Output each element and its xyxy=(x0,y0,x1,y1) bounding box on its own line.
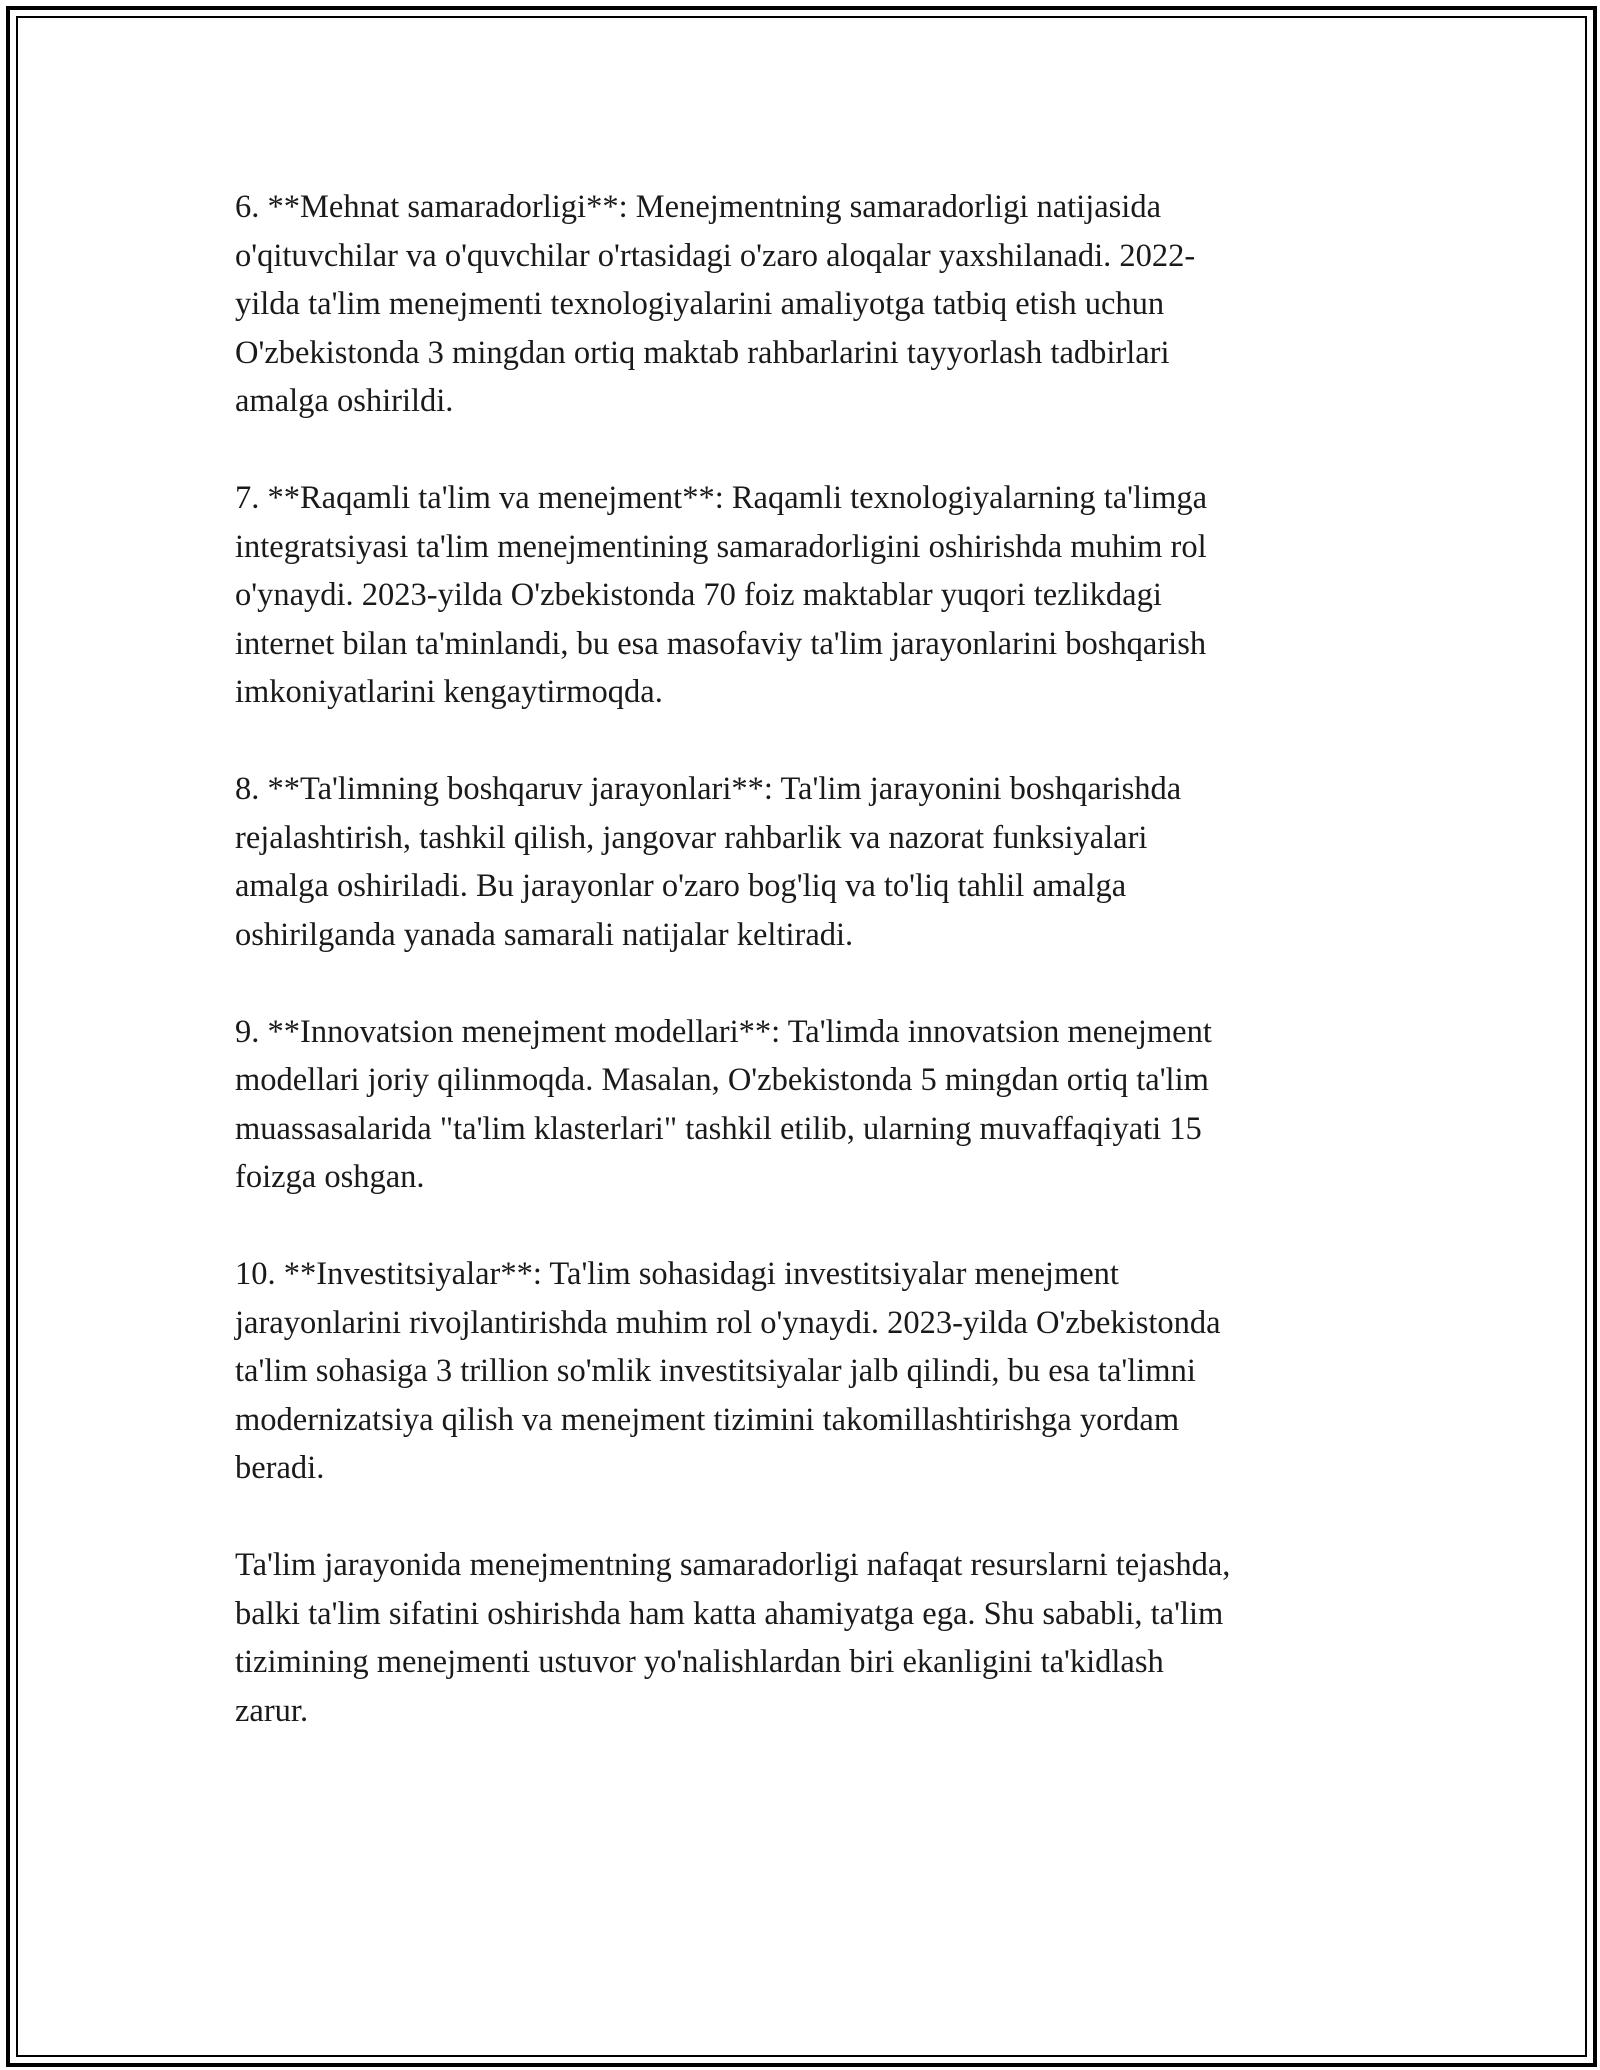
paragraph-innovatsion-modellar: 9. **Innovatsion menejment modellari**: Ta'limda innovatsion menejment modellari joriy qilinmoqda. Masalan, O'zbekistonda 5 mingdan ortiq ta'lim muassasalarida "ta'lim klasterlari" tashkil etilib, ularning muvaffaqiyati 15 foizga oshgan. xyxy=(235,1013,1212,1195)
paragraph-investitsiyalar: 10. **Investitsiyalar**: Ta'lim sohasidagi investitsiyalar menejment jarayonlarini rivojlantirishda muhim rol o'ynaydi. 2023-yilda O'zbekistonda ta'lim sohasiga 3 trillion so'mlik investitsiyalar jalb qilindi, bu esa ta'limni modernizatsiya qilish va menejment tizimini takomillashtirishga yordam beradi. xyxy=(235,1256,1221,1486)
document-body xyxy=(235,183,1385,1784)
paragraph-conclusion: Ta'lim jarayonida menejmentning samaradorligi nafaqat resurslarni tejashda, balki ta'lim sifatini oshirishda ham katta ahamiyatga ega. Shu sababli, ta'lim tizimining menejmenti ustuvor yo'nalishlardan biri ekanligini ta'kidlash zarur. xyxy=(235,1547,1231,1729)
paragraph-mehnat-samaradorligi: 6. **Mehnat samaradorligi**: Menejmentning samaradorligi natijasida o'qituvchilar va o'quvchilar o'rtasidagi o'zaro aloqalar yaxshilanadi. 2022- yilda ta'lim menejmenti texnologiyalarini amaliyotga tatbiq etish uchun O'zbekistonda 3 mingdan ortiq maktab rahbarlarini tayyorlash tadbirlari amalga oshirildi. xyxy=(235,189,1196,419)
paragraph-boshqaruv-jarayonlari: 8. **Ta'limning boshqaruv jarayonlari**: Ta'lim jarayonini boshqarishda rejalashtirish, tashkil qilish, jangovar rahbarlik va nazorat funksiyalari amalga oshiriladi. Bu jarayonlar o'zaro bog'liq va to'liq tahlil amalga oshirilganda yanada samarali natijalar keltiradi. xyxy=(235,771,1182,953)
paragraph-raqamli-talim: 7. **Raqamli ta'lim va menejment**: Raqamli texnologiyalarning ta'limga integratsiyasi ta'lim menejmentining samaradorligini oshirishda muhim rol o'ynaydi. 2023-yilda O'zbekistonda 70 foiz maktablar yuqori tezlikdagi internet bilan ta'minlandi, bu esa masofaviy ta'lim jarayonlarini boshqarish imkoniyatlarini kengaytirmoqda. xyxy=(235,480,1208,710)
